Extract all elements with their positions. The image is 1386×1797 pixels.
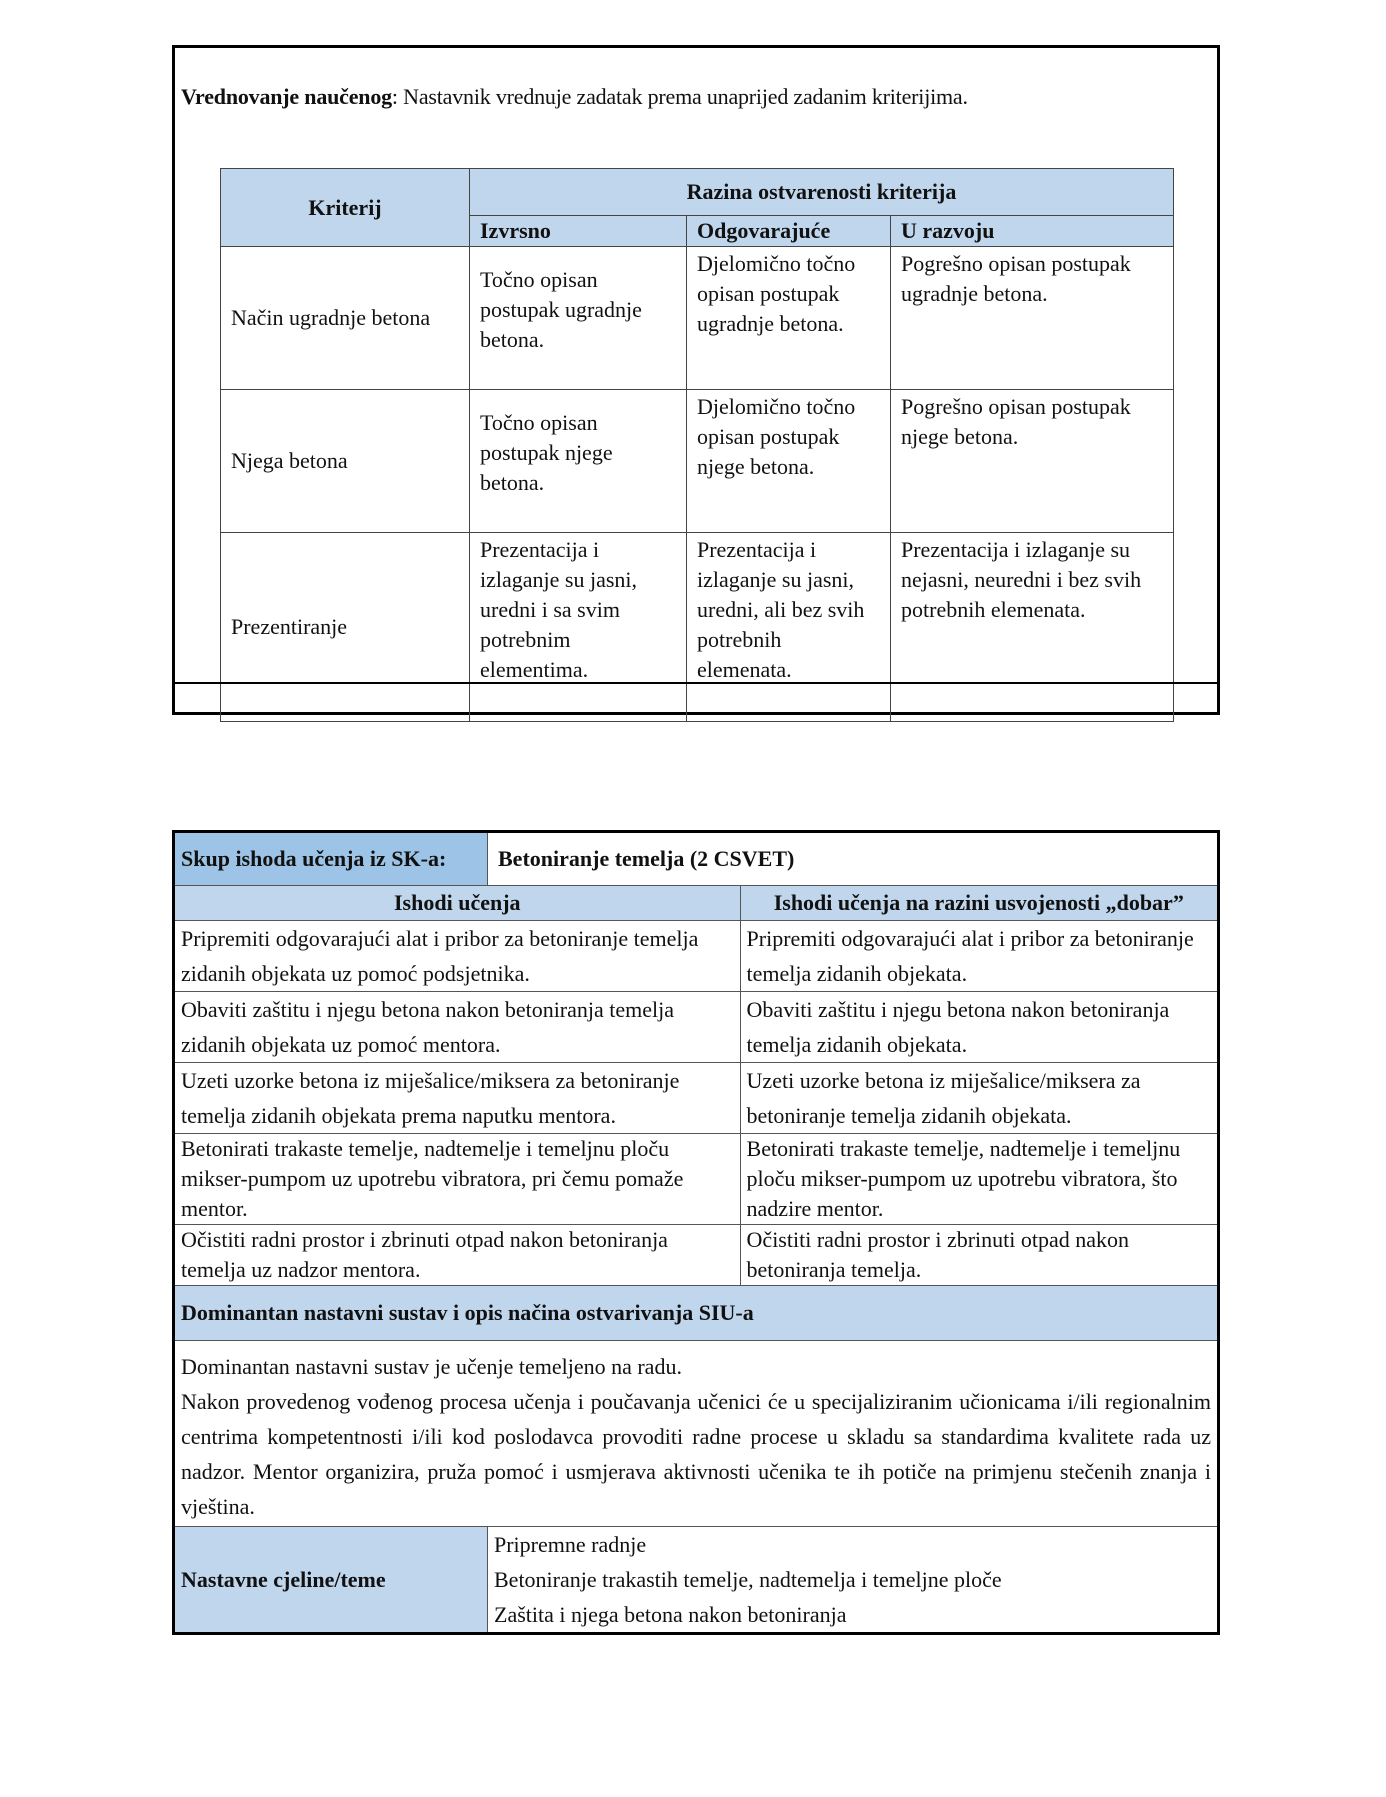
outcome-text: Očistiti radni prostor i zbrinuti otpad nakon betoniranja temelja uz nadzor mentora. — [174, 1225, 741, 1286]
topic-item: Pripremne radnje — [494, 1532, 647, 1557]
section-divider — [175, 682, 1217, 684]
criterion-cell: Točno opisan postupak ugradnje betona. — [470, 247, 687, 390]
outcome-good-text: Pripremiti odgovarajući alat i pribor za betoniranje temelja zidanih objekata. — [740, 921, 1218, 992]
outcome-row — [174, 1134, 1219, 1225]
topics-row — [174, 1527, 1219, 1634]
skup-value: Betoniranje temelja (2 CSVET) — [488, 832, 1219, 886]
criterion-name: Prezentiranje — [221, 533, 470, 722]
dominant-body — [174, 1341, 1219, 1527]
outcomes-header-row — [174, 886, 1219, 921]
skup-label: Skup ishoda učenja iz SK-a: — [174, 832, 488, 886]
criterion-cell: Točno opisan postupak njege betona. — [470, 390, 687, 533]
criteria-row — [221, 390, 1174, 533]
criteria-table — [220, 168, 1174, 722]
topic-item: Betoniranje trakastih temelje, nadtemelja i temeljne ploče — [494, 1567, 1002, 1592]
dominant-header-row — [174, 1286, 1219, 1341]
criterion-name: Njega betona — [221, 390, 470, 533]
outcome-row — [174, 921, 1219, 992]
criteria-header-row — [221, 169, 1174, 216]
outcome-good-text: Uzeti uzorke betona iz miješalice/miksera za betoniranje temelja zidanih objekata. — [740, 1063, 1218, 1134]
evaluation-intro-text: : Nastavnik vrednuje zadatak prema unaprijed zadanim kriterijima. — [391, 84, 968, 109]
header-level-izvrsno: Izvrsno — [470, 216, 687, 247]
siu-table — [172, 830, 1220, 1635]
outcome-row — [174, 1225, 1219, 1286]
outcome-good-text: Betonirati trakaste temelje, nadtemelje i temeljnu ploču mikser-pumpom uz upotrebu vibratora, što nadzire mentor. — [740, 1134, 1218, 1225]
evaluation-intro — [181, 84, 968, 110]
header-kriterij: Kriterij — [221, 169, 470, 247]
topics-label: Nastavne cjeline/teme — [174, 1527, 488, 1634]
header-outcomes: Ishodi učenja — [174, 886, 741, 921]
criterion-name: Način ugradnje betona — [221, 247, 470, 390]
outcome-text: Obaviti zaštitu i njegu betona nakon betoniranja temelja zidanih objekata uz pomoć mentora. — [174, 992, 741, 1063]
criteria-row — [221, 247, 1174, 390]
outcome-good-text: Očistiti radni prostor i zbrinuti otpad nakon betoniranja temelja. — [740, 1225, 1218, 1286]
criterion-cell: Prezentacija i izlaganje su jasni, uredni i sa svim potrebnim elementima. — [470, 533, 687, 722]
outcome-row — [174, 1063, 1219, 1134]
outcome-text: Uzeti uzorke betona iz miješalice/miksera za betoniranje temelja zidanih objekata prema naputku mentora. — [174, 1063, 741, 1134]
outcome-text: Pripremiti odgovarajući alat i pribor za betoniranje temelja zidanih objekata uz pomoć podsjetnika. — [174, 921, 741, 992]
evaluation-section — [172, 45, 1220, 715]
skup-row — [174, 832, 1219, 886]
header-level-u-razvoju: U razvoju — [891, 216, 1174, 247]
header-razina: Razina ostvarenosti kriterija — [470, 169, 1174, 216]
criteria-row — [221, 533, 1174, 722]
criterion-cell: Prezentacija i izlaganje su nejasni, neuredni i bez svih potrebnih elemenata. — [891, 533, 1174, 722]
dominant-header: Dominantan nastavni sustav i opis načina ostvarivanja SIU-a — [174, 1286, 1219, 1341]
evaluation-intro-bold: Vrednovanje naučenog — [181, 84, 392, 109]
dominant-body-row — [174, 1341, 1219, 1527]
criterion-cell: Pogrešno opisan postupak njege betona. — [891, 390, 1174, 533]
topics-list — [488, 1527, 1219, 1634]
topic-item: Zaštita i njega betona nakon betoniranja — [494, 1602, 847, 1627]
outcome-text: Betonirati trakaste temelje, nadtemelje i temeljnu ploču mikser-pumpom uz upotrebu vibratora, pri čemu pomaže mentor. — [174, 1134, 741, 1225]
criterion-cell: Djelomično točno opisan postupak ugradnje betona. — [687, 247, 891, 390]
criterion-cell: Pogrešno opisan postupak ugradnje betona. — [891, 247, 1174, 390]
header-outcomes-good: Ishodi učenja na razini usvojenosti „dobar” — [740, 886, 1218, 921]
criterion-cell: Prezentacija i izlaganje su jasni, uredni, ali bez svih potrebnih elemenata. — [687, 533, 891, 722]
outcome-row — [174, 992, 1219, 1063]
dominant-line-2: Nakon provedenog vođenog procesa učenja i poučavanja učenici će u specijaliziranim učionicama i/ili regionalnim centrima kompetentnosti i/ili kod poslodavca provoditi radne procese u skladu sa standardima kvalitete rada uz nadzor. Mentor organizira, pruža pomoć i usmjerava aktivnosti učenika te ih potiče na primjenu stečenih znanja i vještina. — [181, 1389, 1211, 1519]
criterion-cell: Djelomično točno opisan postupak njege betona. — [687, 390, 891, 533]
outcome-good-text: Obaviti zaštitu i njegu betona nakon betoniranja temelja zidanih objekata. — [740, 992, 1218, 1063]
header-level-odgovarajuce: Odgovarajuće — [687, 216, 891, 247]
dominant-line-1: Dominantan nastavni sustav je učenje temeljeno na radu. — [181, 1354, 682, 1379]
